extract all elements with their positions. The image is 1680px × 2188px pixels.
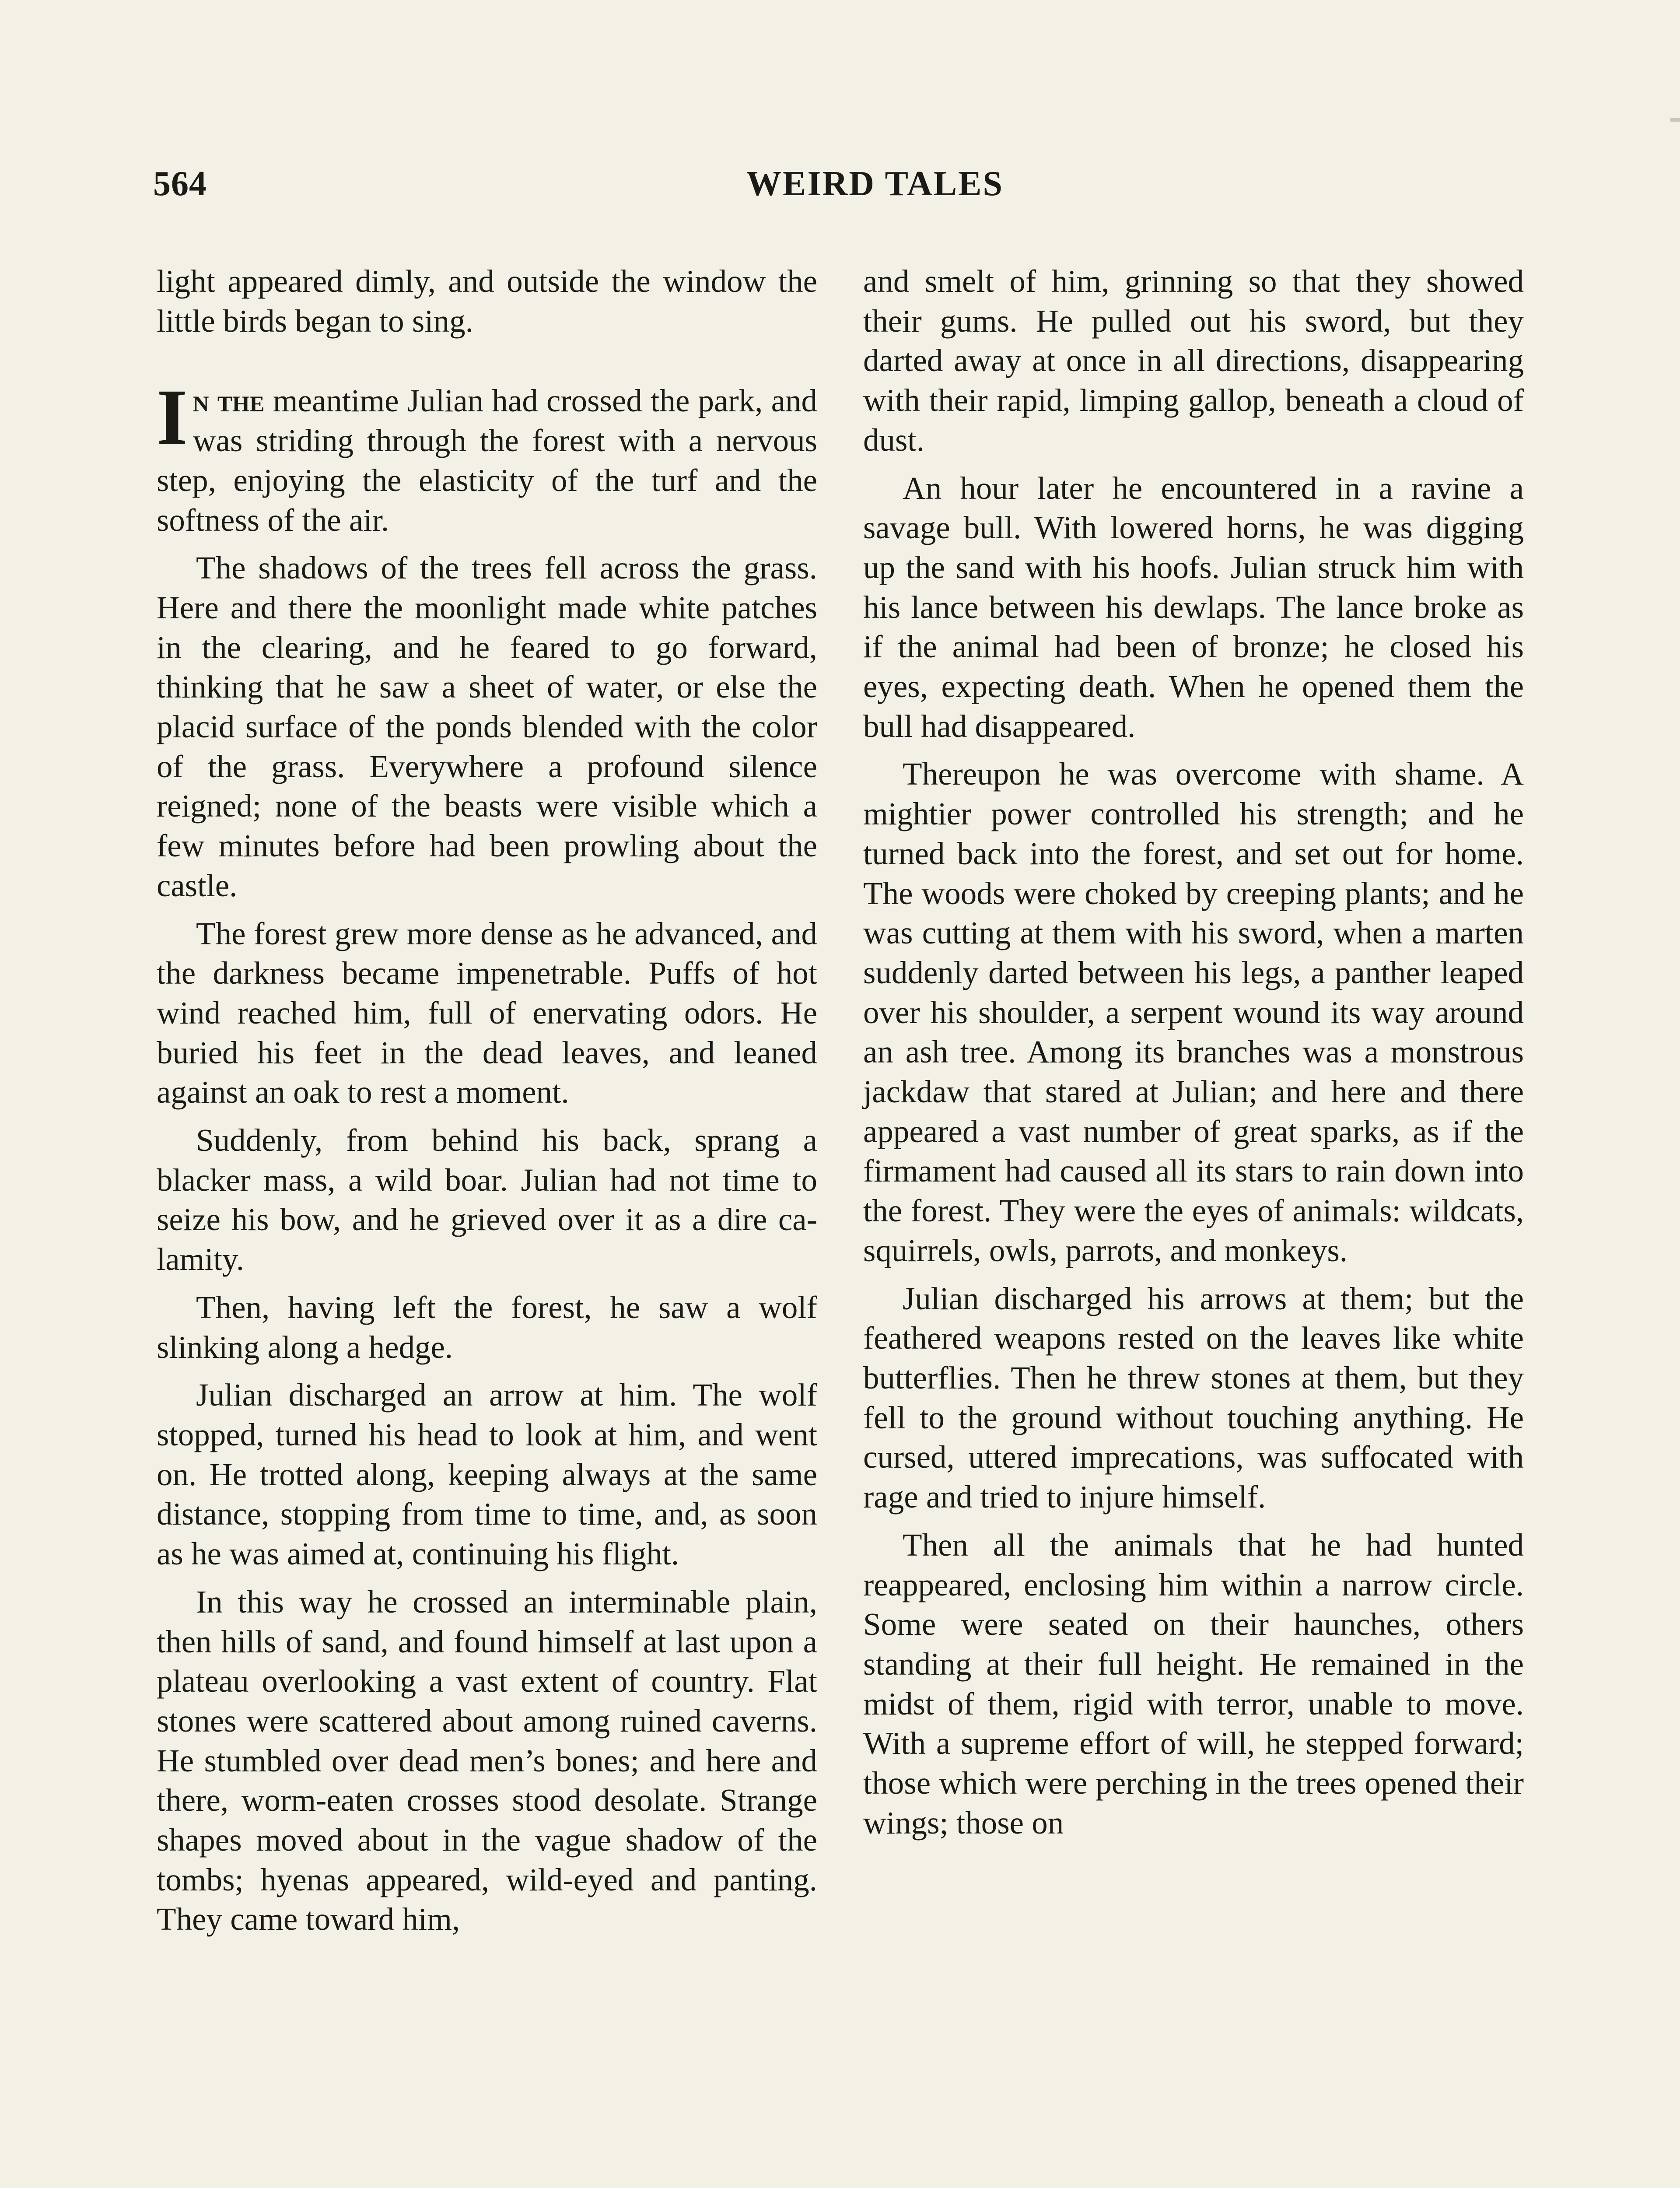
page-edge-mark — [1670, 118, 1680, 122]
paragraph: Julian discharged an arrow at him. The wolf stopped, turned his head to look at him, and went on. He trotted along, keeping always at the same distance, stopping from time to time, and, as soon as he was aimed at, continuing his flight. — [157, 1377, 817, 1572]
paragraph: The shadows of the trees fell across the grass. Here and there the moonlight made white patches in the clearing, and he feared to go forward, thinking that he saw a sheet of water, or else the placid surface of the ponds blended with the color of the grass. Everywhere a profound silence reigned; none of the beasts were visible which a few minutes before had been prowling about the castle. — [157, 550, 817, 903]
paragraph: Julian discharged his arrows at them; but the feathered weapons rested on the leaves like white butterflies. Then he threw stones at them, but they fell to the ground without touching anything. He cursed, uttered imprecations, was suffocated with rage and tried to injure himself. — [863, 1280, 1524, 1515]
small-caps-lead: n the — [192, 383, 265, 419]
section-opening-paragraph — [157, 373, 817, 540]
paragraph: and smelt of him, grinning so that they showed their gums. He pulled out his sword, but they darted away at once in all directions, disappearing with their rapid, limping gallop, beneath a cloud of dust. — [863, 263, 1524, 458]
paragraph: Then, having left the forest, he saw a wolf slinking along a hedge. — [157, 1289, 817, 1365]
paragraph: light appeared dimly, and outside the window the little birds began to sing. — [157, 263, 817, 339]
paragraph: Then all the animals that he had hunted reappeared, enclosing him within a narrow circle. Some were seated on their haunches, others standing at their full height. He remained in the midst of them, rigid with terror, unable to move. With a supreme effort of will, he stepped forward; those which were perching in the trees opened their wings; those on — [863, 1527, 1524, 1841]
left-column — [157, 262, 817, 1948]
paragraph-text: meantime Julian had crossed the park, and was striding through the forest with a nervous step, enjoying the elasticity of the turf and the softness of the air. — [157, 383, 817, 538]
paragraph: The forest grew more dense as he advanced, and the darkness became impenetrable. Puffs of hot wind reached him, full of enervating odors. He buried his feet in the dead leaves, and leaned against an oak to rest a moment. — [157, 915, 817, 1110]
paragraph: An hour later he encountered in a ravine a savage bull. With lowered horns, he was digging up the sand with his hoofs. Julian struck him with his lance between his dewlaps. The lance broke as if the animal had been of bronze; he closed his eyes, expecting death. When he opened them the bull had disappeared. — [863, 470, 1524, 744]
running-head: WEIRD TALES — [746, 165, 1004, 203]
page-number: 564 — [153, 165, 207, 203]
paragraph: Thereupon he was overcome with shame. A mightier power controlled his strength; and he turned back into the forest, and set out for home. The woods were choked by creeping plants; and he was cutting at them with his sword, when a marten suddenly darted between his legs, a panther leaped over his shoulder, a serpent wound its way around an ash tree. Among its branches was a monstrous jackdaw that stared at Julian; and here and there appeared a vast number of great sparks, as if the firmament had caused all its stars to rain down into the forest. They were the eyes of animals: wildcats, squirrels, owls, parrots, and monkeys. — [863, 756, 1524, 1268]
paragraph: Suddenly, from behind his back, sprang a blacker mass, a wild boar. Julian had not time to seize his bow, and he grieved over it as a dire calamity. — [157, 1122, 817, 1277]
drop-cap: I — [157, 373, 188, 462]
right-column — [863, 262, 1524, 1851]
paragraph: In this way he crossed an interminable plain, then hills of sand, and found himself at last upon a plateau overlooking a vast extent of country. Flat stones were scattered about among ruined caverns. He stumbled over dead men’s bones; and here and there, worm-eaten crosses stood desolate. Strange shapes moved about in the vague shadow of the tombs; hyenas appeared, wild-eyed and panting. They came toward him, — [157, 1584, 817, 1937]
